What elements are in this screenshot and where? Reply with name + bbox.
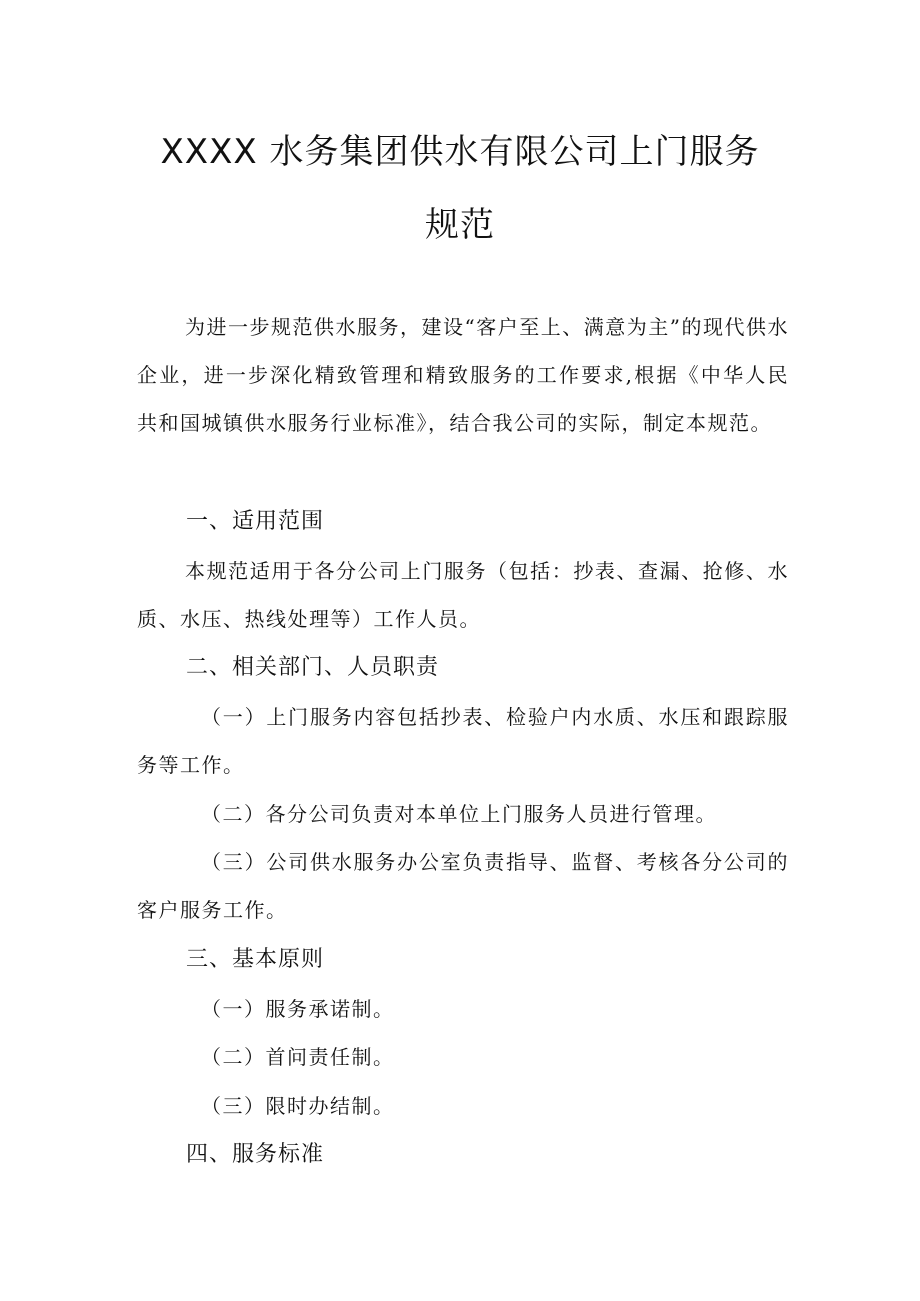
intro-paragraph: 为进一步规范供水服务，建设“客户至上、满意为主”的现代供水企业，进一步深化精致管理和精致服务的工作要求,根据《中华人民共和国城镇供水服务行业标准》，结合我公司的实际，制定本规范。 <box>137 315 789 435</box>
principle-item-3: （三）限时办结制。 <box>201 1094 395 1118</box>
responsibility-item-2: （二）各分公司负责对本单位上门服务人员进行管理。 <box>201 802 717 826</box>
principle-item-1: （一）服务承诺制。 <box>201 997 395 1021</box>
responsibility-item-3: （三）公司供水服务办公室负责指导、监督、考核各分公司的客户服务工作。 <box>137 850 789 922</box>
section-heading-standards: 四、服务标准 <box>186 1142 325 1167</box>
responsibility-item-1: （一）上门服务内容包括抄表、检验户内水质、水压和跟踪服务等工作。 <box>137 705 789 777</box>
section-heading-principles: 三、基本原则 <box>186 947 325 972</box>
document-title-line-2: 规范 <box>425 205 495 245</box>
section-heading-responsibilities: 二、相关部门、人员职责 <box>186 655 440 680</box>
section-heading-scope: 一、适用范围 <box>186 509 325 534</box>
principle-item-2: （二）首问责任制。 <box>201 1045 395 1069</box>
scope-paragraph: 本规范适用于各分公司上门服务（包括：抄表、查漏、抢修、水质、水压、热线处理等）工作人员。 <box>137 559 789 631</box>
document-title-line-1: XXXX 水务集团供水有限公司上门服务 <box>160 132 760 172</box>
